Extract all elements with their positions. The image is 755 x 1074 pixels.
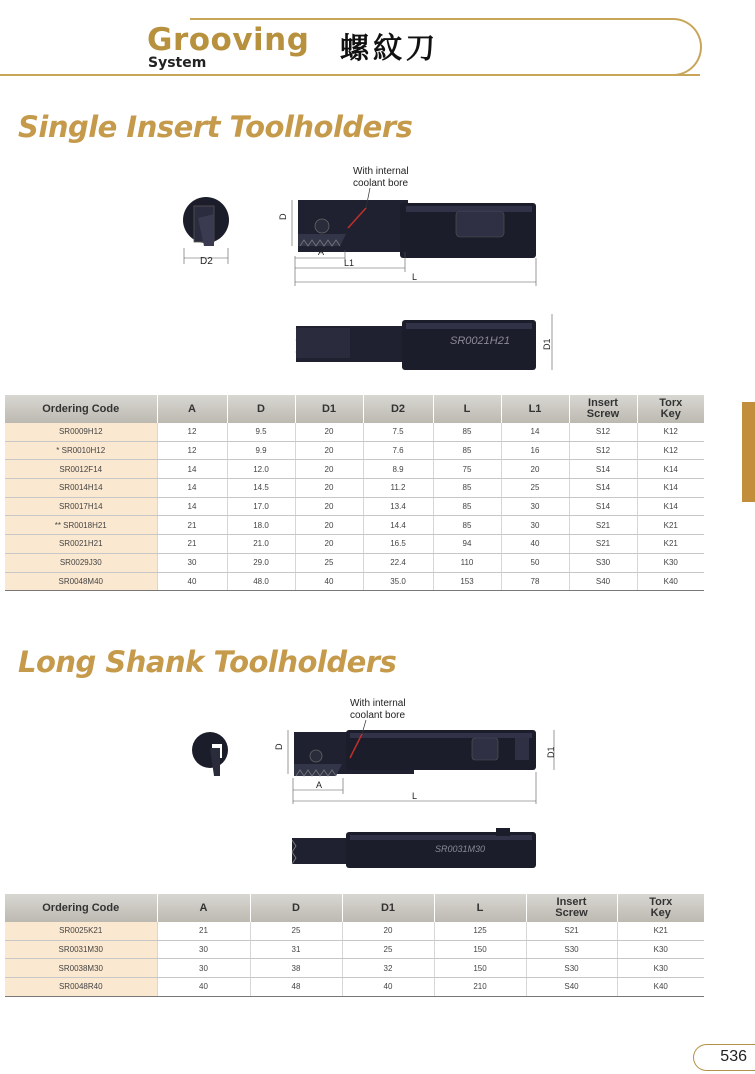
col-header: D — [250, 894, 342, 922]
table-cell: 20 — [295, 516, 363, 535]
table-cell: 16 — [501, 441, 569, 460]
ordering-code-cell: SR0038M30 — [5, 959, 157, 978]
table-row — [5, 978, 704, 997]
ordering-code-cell: SR0048M40 — [5, 572, 157, 591]
table-cell: 210 — [434, 978, 526, 997]
table-header-row — [5, 395, 704, 423]
col-header: Insert Screw — [526, 894, 617, 922]
table-cell: 13.4 — [363, 497, 433, 516]
single-insert-table — [5, 395, 704, 591]
table-cell: 85 — [433, 423, 501, 441]
table-cell: 14 — [157, 479, 227, 498]
dim-label-d2: D2 — [200, 256, 213, 267]
table-cell: K40 — [637, 572, 704, 591]
table-cell: 25 — [501, 479, 569, 498]
table-row — [5, 940, 704, 959]
dim-label-a: A — [318, 247, 325, 257]
table-cell: 40 — [501, 535, 569, 554]
table-cell: 11.2 — [363, 479, 433, 498]
table-cell: 85 — [433, 479, 501, 498]
table-cell: 30 — [157, 959, 250, 978]
table-cell: 40 — [295, 572, 363, 591]
table-cell: 12.0 — [227, 460, 295, 479]
callout-line-2: coolant bore — [350, 710, 406, 721]
table-cell: K30 — [617, 959, 704, 978]
side-view-top-icon — [278, 166, 536, 286]
table-cell: 30 — [501, 516, 569, 535]
table-cell: 7.6 — [363, 441, 433, 460]
table-row — [5, 553, 704, 572]
table-row — [5, 460, 704, 479]
table-cell: 110 — [433, 553, 501, 572]
table-row — [5, 922, 704, 940]
table-cell: 48 — [250, 978, 342, 997]
callout-line-1: With internal — [350, 698, 406, 709]
table-cell: K30 — [617, 940, 704, 959]
table-cell: 32 — [342, 959, 434, 978]
table-row — [5, 959, 704, 978]
table-cell: 94 — [433, 535, 501, 554]
ordering-code-cell: SR0021H21 — [5, 535, 157, 554]
brand-title: Grooving — [147, 22, 310, 58]
table-cell: 38 — [250, 959, 342, 978]
long-toolholder-figure — [170, 694, 570, 884]
section-title-long: Long Shank Toolholders — [18, 645, 397, 679]
table-cell: 21.0 — [227, 535, 295, 554]
table-cell: S14 — [569, 497, 637, 516]
table-cell: 20 — [342, 922, 434, 940]
table-cell: 14.4 — [363, 516, 433, 535]
table-cell: S14 — [569, 479, 637, 498]
col-header: Torx Key — [617, 894, 704, 922]
col-header: A — [157, 395, 227, 423]
table-cell: S12 — [569, 441, 637, 460]
table-cell: S40 — [569, 572, 637, 591]
col-header: L — [433, 395, 501, 423]
table-cell: 48.0 — [227, 572, 295, 591]
ordering-code-cell: SR0031M30 — [5, 940, 157, 959]
dim-label-l1: L1 — [344, 258, 355, 268]
table-row — [5, 535, 704, 554]
col-header: Insert Screw — [569, 395, 637, 423]
table-cell: 150 — [434, 940, 526, 959]
table-cell: 16.5 — [363, 535, 433, 554]
ordering-code-cell: * SR0010H12 — [5, 441, 157, 460]
dim-label-a: A — [316, 780, 323, 790]
table-cell: 153 — [433, 572, 501, 591]
ordering-code-cell: SR0029J30 — [5, 553, 157, 572]
table-row — [5, 423, 704, 441]
table-cell: 9.5 — [227, 423, 295, 441]
table-cell: S14 — [569, 460, 637, 479]
table-cell: 150 — [434, 959, 526, 978]
table-row — [5, 441, 704, 460]
table-cell: K14 — [637, 497, 704, 516]
side-view-bottom-icon — [296, 314, 552, 370]
table-cell: K14 — [637, 460, 704, 479]
dim-label-d: D — [278, 213, 288, 220]
table-cell: 30 — [157, 940, 250, 959]
ordering-code-cell: SR0014H14 — [5, 479, 157, 498]
dim-label-l: L — [412, 791, 418, 801]
dim-label-d1: D1 — [546, 746, 556, 758]
table-cell: 85 — [433, 497, 501, 516]
table-cell: 85 — [433, 441, 501, 460]
table-cell: 20 — [295, 497, 363, 516]
header-rule — [0, 74, 700, 76]
ordering-code-cell: SR0025K21 — [5, 922, 157, 940]
dim-label-l: L — [412, 272, 418, 282]
table-cell: K21 — [637, 535, 704, 554]
table-row — [5, 497, 704, 516]
table-cell: 25 — [295, 553, 363, 572]
table-cell: 40 — [157, 978, 250, 997]
table-cell: 7.5 — [363, 423, 433, 441]
ordering-code-cell: SR0048R40 — [5, 978, 157, 997]
table-cell: 14 — [157, 497, 227, 516]
side-view-top-icon — [274, 698, 556, 804]
table-cell: K12 — [637, 441, 704, 460]
section-title-single: Single Insert Toolholders — [18, 110, 413, 144]
table-cell: 14 — [501, 423, 569, 441]
table-cell: 20 — [295, 535, 363, 554]
page-number: 536 — [720, 1048, 747, 1065]
table-cell: 8.9 — [363, 460, 433, 479]
table-cell: 40 — [157, 572, 227, 591]
table-cell: S30 — [526, 959, 617, 978]
callout-line-2: coolant bore — [353, 178, 409, 189]
table-cell: 25 — [250, 922, 342, 940]
side-tab — [742, 402, 755, 502]
engraving: SR0021H21 — [450, 335, 510, 347]
long-shank-table — [5, 894, 704, 997]
col-header: D2 — [363, 395, 433, 423]
table-cell: 25 — [342, 940, 434, 959]
table-cell: 78 — [501, 572, 569, 591]
ordering-code-cell: ** SR0018H21 — [5, 516, 157, 535]
table-cell: 12 — [157, 423, 227, 441]
end-view-icon — [192, 732, 228, 776]
table-cell: 21 — [157, 535, 227, 554]
table-row — [5, 479, 704, 498]
table-cell: S30 — [526, 940, 617, 959]
table-cell: 20 — [295, 479, 363, 498]
col-header: Ordering Code — [5, 894, 157, 922]
brand-subtitle: System — [148, 55, 207, 71]
col-header: D — [227, 395, 295, 423]
table-cell: K12 — [637, 423, 704, 441]
dim-label-d1: D1 — [542, 338, 552, 350]
table-cell: 75 — [433, 460, 501, 479]
table-cell: 30 — [157, 553, 227, 572]
table-cell: 14 — [157, 460, 227, 479]
table-row — [5, 572, 704, 591]
table-cell: S21 — [569, 516, 637, 535]
col-header: Ordering Code — [5, 395, 157, 423]
table-row — [5, 516, 704, 535]
table-cell: S21 — [526, 922, 617, 940]
table-cell: 21 — [157, 922, 250, 940]
table-cell: 40 — [342, 978, 434, 997]
table-cell: K40 — [617, 978, 704, 997]
col-header: A — [157, 894, 250, 922]
table-cell: 20 — [295, 423, 363, 441]
dim-label-d: D — [274, 743, 284, 750]
col-header: D1 — [295, 395, 363, 423]
col-header: L — [434, 894, 526, 922]
ordering-code-cell: SR0017H14 — [5, 497, 157, 516]
table-cell: 21 — [157, 516, 227, 535]
table-cell: 35.0 — [363, 572, 433, 591]
table-cell: 85 — [433, 516, 501, 535]
table-cell: 17.0 — [227, 497, 295, 516]
table-cell: S12 — [569, 423, 637, 441]
table-cell: 20 — [501, 460, 569, 479]
table-header-row — [5, 894, 704, 922]
end-view-icon — [183, 197, 229, 267]
table-cell: K30 — [637, 553, 704, 572]
side-view-bottom-icon — [292, 828, 536, 868]
col-header: D1 — [342, 894, 434, 922]
engraving: SR0031M30 — [435, 844, 486, 854]
table-cell: 125 — [434, 922, 526, 940]
col-header: L1 — [501, 395, 569, 423]
table-cell: 20 — [295, 460, 363, 479]
table-cell: 22.4 — [363, 553, 433, 572]
callout-line-1: With internal — [353, 166, 409, 177]
table-cell: 30 — [501, 497, 569, 516]
table-cell: 12 — [157, 441, 227, 460]
single-toolholder-figure — [170, 158, 570, 378]
ordering-code-cell: SR0012F14 — [5, 460, 157, 479]
table-cell: 18.0 — [227, 516, 295, 535]
table-cell: 20 — [295, 441, 363, 460]
table-cell: S30 — [569, 553, 637, 572]
table-cell: 9.9 — [227, 441, 295, 460]
table-cell: K14 — [637, 479, 704, 498]
table-cell: 50 — [501, 553, 569, 572]
table-cell: K21 — [617, 922, 704, 940]
ordering-code-cell: SR0009H12 — [5, 423, 157, 441]
col-header: Torx Key — [637, 395, 704, 423]
cjk-title: 螺紋刀 — [340, 31, 440, 65]
table-cell: K21 — [637, 516, 704, 535]
table-cell: 29.0 — [227, 553, 295, 572]
table-cell: S21 — [569, 535, 637, 554]
table-cell: 31 — [250, 940, 342, 959]
table-cell: S40 — [526, 978, 617, 997]
table-cell: 14.5 — [227, 479, 295, 498]
